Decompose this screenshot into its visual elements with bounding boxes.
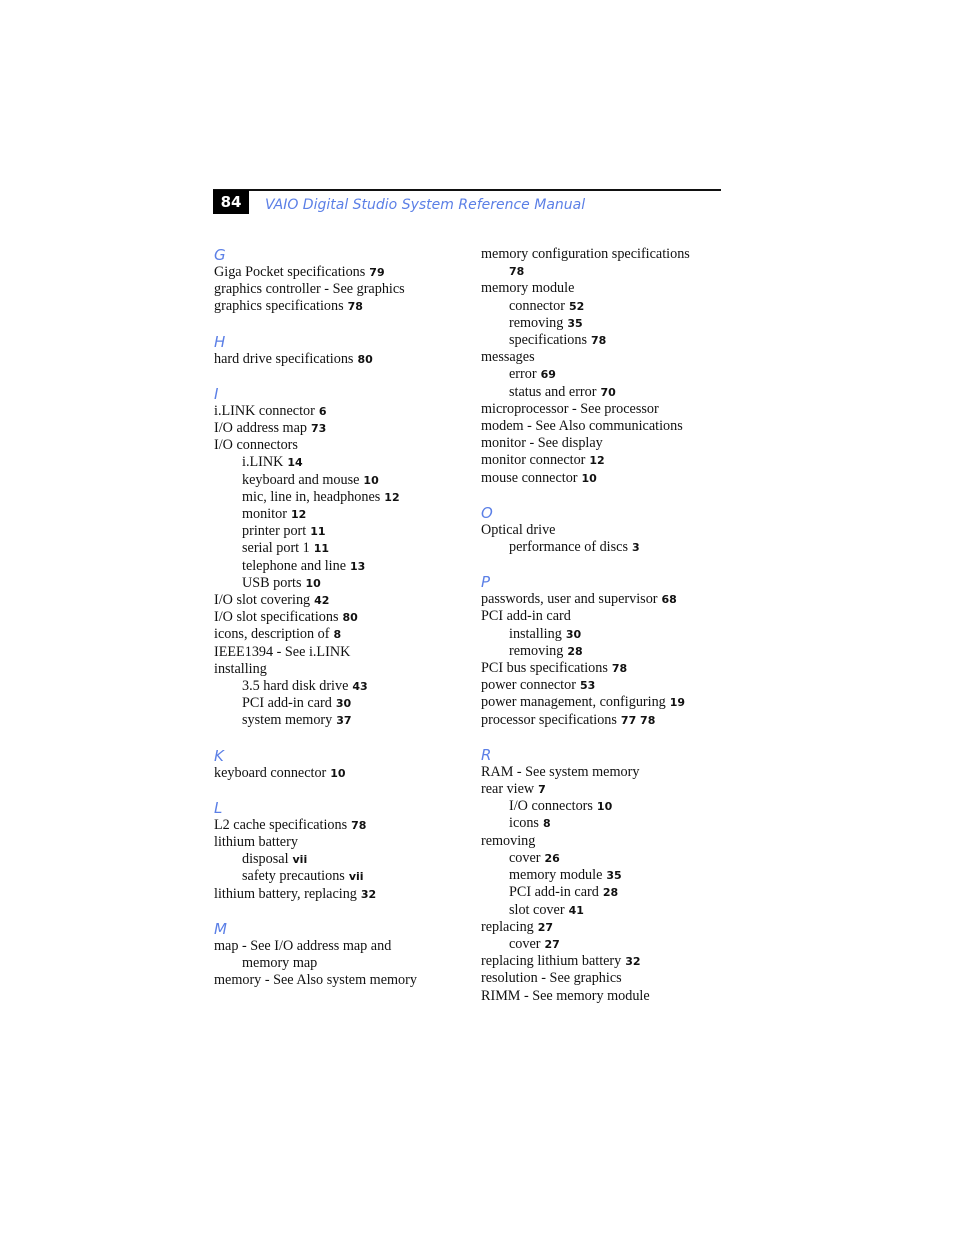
entry-text: I/O slot specifications xyxy=(214,609,339,626)
page-reference[interactable]: 8 xyxy=(542,817,551,831)
entry-text: lithium battery, replacing xyxy=(214,885,357,902)
entry-text: memory configuration specifications xyxy=(481,246,690,262)
index-entry xyxy=(481,677,726,694)
page-reference[interactable]: 80 xyxy=(342,611,358,625)
index-entry xyxy=(214,351,464,368)
index-subentry xyxy=(481,384,726,401)
index-entry xyxy=(214,298,464,315)
section-letter: L xyxy=(214,798,223,817)
index-entry xyxy=(481,712,726,729)
index-section xyxy=(214,246,464,316)
entry-text: status and error xyxy=(509,383,597,400)
entry-text: graphics controller - See graphics xyxy=(214,281,405,298)
index-subentry xyxy=(481,902,726,919)
page-reference[interactable]: 11 xyxy=(313,542,330,556)
entry-text: memory - See Also system memory xyxy=(214,972,417,989)
index-entry xyxy=(214,886,464,903)
index-subentry xyxy=(214,851,464,868)
page-reference[interactable]: 13 xyxy=(350,559,366,573)
page-reference[interactable]: 35 xyxy=(606,869,622,883)
page-reference[interactable]: 8 xyxy=(333,628,342,642)
page-reference[interactable]: 43 xyxy=(352,680,368,694)
entry-text: i.LINK connector xyxy=(214,402,315,419)
index-entry xyxy=(214,972,464,989)
entry-text: specifications xyxy=(509,332,588,349)
index-entry xyxy=(214,644,464,661)
entry-text: PCI add-in card xyxy=(509,884,599,901)
section-letter: I xyxy=(214,384,219,403)
entry-text: safety precautions xyxy=(242,868,345,885)
page-reference[interactable]: 78 xyxy=(351,818,367,832)
section-letter: P xyxy=(481,573,491,592)
index-subentry xyxy=(214,712,464,729)
page-reference[interactable]: 12 xyxy=(384,490,400,504)
index-subentry xyxy=(481,850,726,867)
entry-text: rear view xyxy=(481,781,535,798)
entry-text: RAM - See system memory xyxy=(481,763,640,780)
index-entry xyxy=(214,834,464,851)
entry-text: monitor - See display xyxy=(481,435,603,452)
entry-text: Optical drive xyxy=(481,521,556,538)
entry-text: memory map xyxy=(242,955,318,972)
page-reference[interactable]: 10 xyxy=(305,576,321,590)
page-reference[interactable]: 41 xyxy=(568,903,584,917)
entry-text: system memory xyxy=(242,712,333,729)
index-section xyxy=(214,333,464,368)
entry-text: icons, description of xyxy=(214,626,330,643)
page-number: 84 xyxy=(213,190,249,214)
entry-text: monitor xyxy=(242,506,287,523)
index-entry xyxy=(214,817,464,834)
page-reference[interactable]: 26 xyxy=(544,851,560,865)
page-reference[interactable]: 10 xyxy=(581,471,597,485)
page-reference[interactable]: 3 xyxy=(631,541,640,555)
entry-text: disposal xyxy=(242,851,289,868)
entry-text: Giga Pocket specifications xyxy=(214,264,366,280)
index-entry xyxy=(214,281,464,298)
index-entry xyxy=(481,608,726,625)
entry-text: messages xyxy=(481,349,535,366)
index-entry xyxy=(481,781,726,798)
entry-text: 3.5 hard disk drive xyxy=(242,678,349,695)
index-entry xyxy=(481,764,726,781)
index-section xyxy=(481,746,726,1005)
entry-text: memory module xyxy=(481,280,575,297)
entry-text: modem - See Also communications xyxy=(481,418,683,435)
section-letter: M xyxy=(214,919,227,938)
index-subentry xyxy=(481,298,726,315)
entry-text: replacing xyxy=(481,918,534,935)
page-reference[interactable]: 7 xyxy=(538,783,546,797)
page-reference[interactable]: 14 xyxy=(287,456,303,470)
page-reference[interactable]: 11 xyxy=(310,525,326,539)
index-section xyxy=(214,920,464,990)
index-entry xyxy=(214,592,464,609)
entry-text: PCI bus specifications xyxy=(481,660,608,677)
index-subentry xyxy=(481,884,726,901)
page-reference[interactable]: 27 xyxy=(537,920,554,934)
entry-text: keyboard connector xyxy=(214,764,327,781)
entry-text: error xyxy=(509,366,537,383)
entry-text: passwords, user and supervisor xyxy=(481,591,658,608)
index-subentry xyxy=(481,539,726,556)
page-reference[interactable]: 27 xyxy=(544,937,560,951)
entry-text: IEEE1394 - See i.LINK xyxy=(214,643,351,660)
page-reference[interactable]: 78 xyxy=(509,265,525,279)
entry-text: I/O connectors xyxy=(509,798,593,815)
entry-text: cover xyxy=(509,849,541,866)
index-entry xyxy=(481,694,726,711)
entry-text: lithium battery xyxy=(214,834,298,851)
page-reference[interactable]: 28 xyxy=(567,644,583,658)
index-entry xyxy=(214,420,464,437)
index-subentry xyxy=(214,540,464,557)
entry-text: i.LINK xyxy=(242,454,284,471)
entry-text: mouse connector xyxy=(481,469,578,486)
index-subentry xyxy=(481,626,726,643)
entry-text: hard drive specifications xyxy=(214,350,354,367)
entry-text: telephone and line xyxy=(242,557,347,574)
entry-text: monitor connector xyxy=(481,452,586,469)
page-reference[interactable]: 12 xyxy=(589,454,605,468)
section-letter: K xyxy=(214,746,224,765)
entry-text: removing xyxy=(509,642,564,659)
index-subentry xyxy=(481,366,726,383)
index-entry xyxy=(481,988,726,1005)
index-subentry xyxy=(214,695,464,712)
page-reference[interactable]: 78 xyxy=(347,300,363,314)
page-reference[interactable]: vii xyxy=(348,870,364,884)
entry-text: RIMM - See memory module xyxy=(481,987,650,1004)
index-subentry xyxy=(214,454,464,471)
page-reference[interactable]: 35 xyxy=(567,316,583,330)
entry-text: removing xyxy=(509,314,564,331)
index-entry xyxy=(214,938,464,955)
index-subentry xyxy=(214,575,464,592)
index-subentry xyxy=(481,263,726,280)
index-entry xyxy=(214,765,464,782)
index-entry xyxy=(481,349,726,366)
page-reference[interactable]: 28 xyxy=(602,886,619,900)
entry-text: processor specifications xyxy=(481,711,617,728)
entry-text: mic, line in, headphones xyxy=(242,488,381,505)
page-reference[interactable]: 78 xyxy=(591,334,607,348)
entry-text: memory module xyxy=(509,867,603,884)
entry-text: map - See I/O address map and xyxy=(214,937,392,954)
entry-text: I/O connectors xyxy=(214,437,298,454)
index-entry xyxy=(481,280,726,297)
index-entry xyxy=(481,919,726,936)
page-reference[interactable]: 73 xyxy=(310,422,327,436)
page-reference[interactable]: 78 xyxy=(611,662,628,676)
index-subentry xyxy=(481,643,726,660)
page-reference[interactable]: 37 xyxy=(336,714,352,728)
index-entry xyxy=(214,403,464,420)
page-reference[interactable]: 79 xyxy=(369,266,385,279)
index-subentry xyxy=(214,506,464,523)
page-reference[interactable]: 68 xyxy=(661,593,677,607)
entry-text: PCI add-in card xyxy=(481,608,571,625)
index-subentry xyxy=(214,678,464,695)
page-reference[interactable]: 69 xyxy=(540,368,556,382)
index-subentry xyxy=(214,472,464,489)
entry-text: keyboard and mouse xyxy=(242,471,360,488)
entry-text: performance of discs xyxy=(509,539,628,556)
page-reference[interactable]: 19 xyxy=(669,696,686,710)
entry-text: USB ports xyxy=(242,574,302,591)
index-entry xyxy=(481,452,726,469)
page-reference[interactable]: 30 xyxy=(335,697,352,711)
entry-text: icons xyxy=(509,815,539,832)
header-rule xyxy=(213,189,721,191)
page-reference[interactable]: 6 xyxy=(318,404,327,418)
entry-text: installing xyxy=(214,660,267,677)
index-section xyxy=(214,747,464,782)
index-section xyxy=(481,246,726,487)
entry-text: serial port 1 xyxy=(242,540,310,557)
entry-text: PCI add-in card xyxy=(242,695,332,712)
index-entry xyxy=(481,246,726,263)
index-section xyxy=(481,504,726,556)
index-entry xyxy=(481,833,726,850)
entry-text: graphics specifications xyxy=(214,298,344,315)
index-subentry xyxy=(214,523,464,540)
index-subentry xyxy=(214,868,464,885)
section-letter: R xyxy=(481,745,492,764)
page-reference[interactable]: 10 xyxy=(363,473,379,487)
index-entry xyxy=(481,970,726,987)
index-subentry xyxy=(481,798,726,815)
page-reference[interactable]: 32 xyxy=(625,955,641,969)
entry-text: slot cover xyxy=(509,901,565,918)
index-entry xyxy=(481,953,726,970)
index-entry xyxy=(481,522,726,539)
page-reference[interactable]: 42 xyxy=(314,594,330,608)
entry-text: power management, configuring xyxy=(481,694,666,711)
entry-text: resolution - See graphics xyxy=(481,970,622,987)
index-entry xyxy=(481,435,726,452)
index-subentry xyxy=(481,332,726,349)
index-subentry xyxy=(481,867,726,884)
page-reference[interactable]: 30 xyxy=(565,627,582,641)
page-reference[interactable]: 12 xyxy=(290,508,307,522)
entry-text: cover xyxy=(509,935,541,952)
section-letter: G xyxy=(214,246,226,264)
index-subentry xyxy=(481,815,726,832)
index-subentry xyxy=(481,936,726,953)
index-entry xyxy=(214,609,464,626)
running-title: VAIO Digital Studio System Reference Manual xyxy=(265,197,586,213)
index-entry xyxy=(214,626,464,643)
page-reference[interactable]: 70 xyxy=(600,385,616,399)
index-subentry xyxy=(214,955,464,972)
page-reference[interactable]: 10 xyxy=(330,766,346,780)
index-subentry xyxy=(214,558,464,575)
index-subentry xyxy=(214,489,464,506)
entry-text: L2 cache specifications xyxy=(214,816,348,833)
section-letter: H xyxy=(214,332,226,351)
index-entry xyxy=(481,591,726,608)
index-entry xyxy=(481,470,726,487)
entry-text: replacing lithium battery xyxy=(481,953,622,970)
page-reference[interactable]: 52 xyxy=(568,299,585,313)
entry-text: installing xyxy=(509,625,562,642)
section-letter: O xyxy=(481,503,493,522)
index-entry xyxy=(214,437,464,454)
entry-text: connector xyxy=(509,297,565,314)
index-subentry xyxy=(481,315,726,332)
page-reference[interactable]: vii xyxy=(292,853,308,867)
index-entry xyxy=(214,264,464,281)
index-entry xyxy=(481,660,726,677)
entry-text: removing xyxy=(481,832,536,849)
index-entry xyxy=(481,418,726,435)
page-reference[interactable]: 77 78 xyxy=(620,713,656,727)
entry-text: microprocessor - See processor xyxy=(481,400,659,417)
entry-text: power connector xyxy=(481,677,576,694)
entry-text: I/O slot covering xyxy=(214,592,311,609)
page-reference[interactable]: 80 xyxy=(357,352,373,366)
index-column-right xyxy=(481,246,726,1022)
index-entry xyxy=(214,661,464,678)
page-reference[interactable]: 32 xyxy=(360,887,377,901)
entry-text: I/O address map xyxy=(214,420,307,437)
index-section xyxy=(481,573,726,729)
page-reference[interactable]: 53 xyxy=(579,679,596,693)
page-reference[interactable]: 10 xyxy=(596,800,613,814)
index-entry xyxy=(481,401,726,418)
entry-text: printer port xyxy=(242,523,307,540)
index-section xyxy=(214,799,464,903)
index-section xyxy=(214,385,464,730)
index-column-left xyxy=(214,246,464,1007)
